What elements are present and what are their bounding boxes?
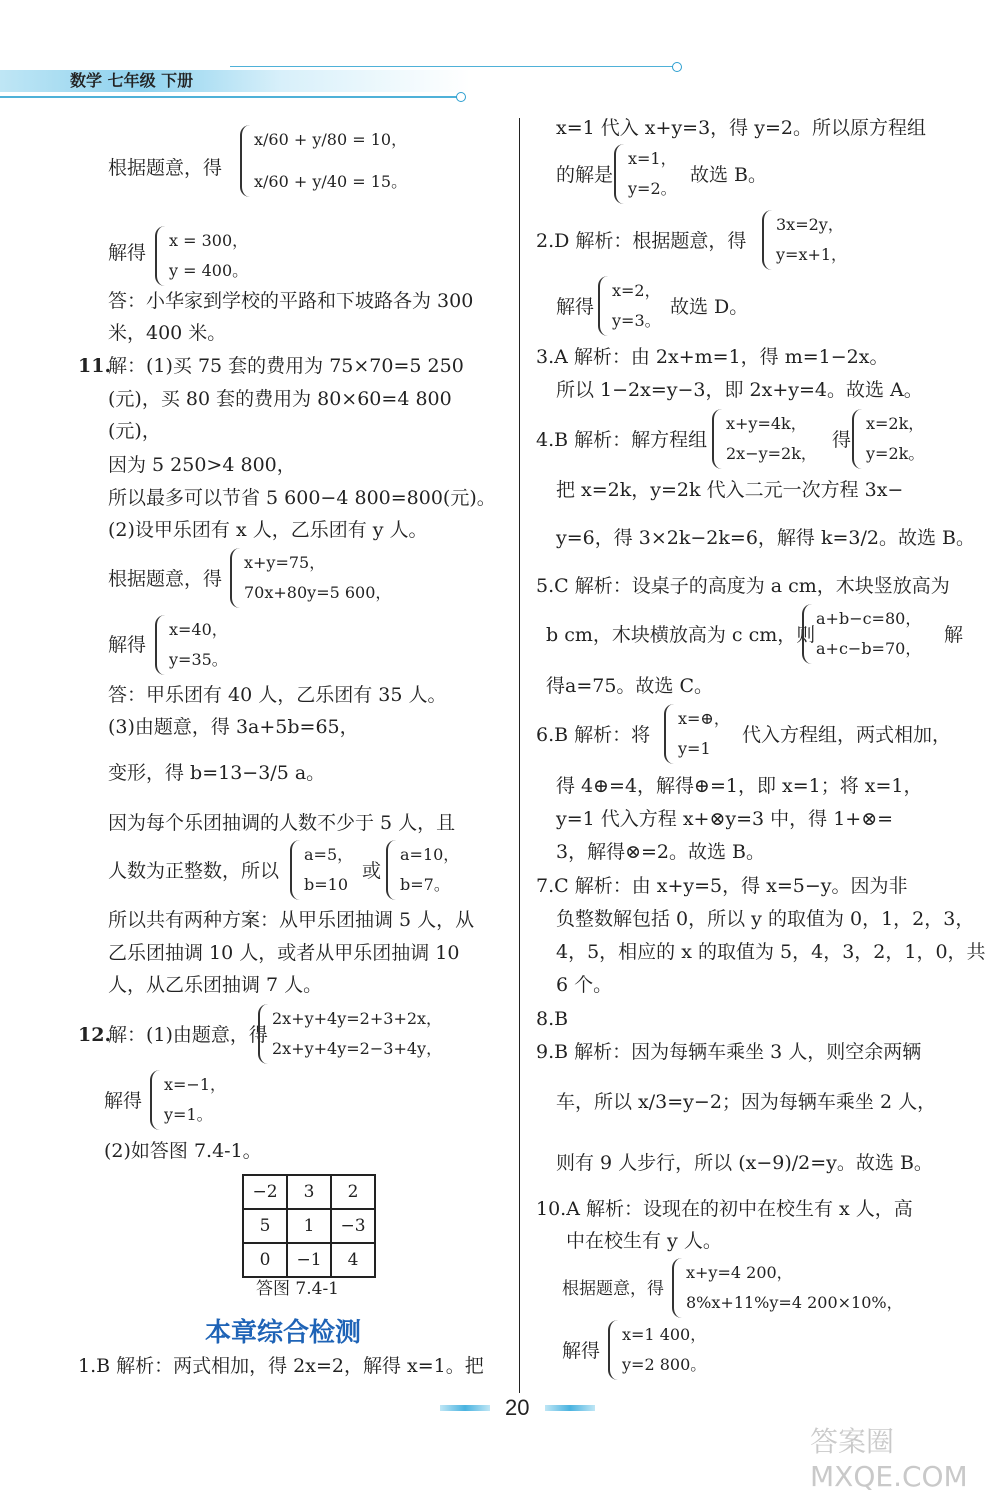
text-line: (3)由题意，得 3a+5b=65， bbox=[108, 716, 359, 738]
table-cell: 0 bbox=[243, 1243, 287, 1277]
equation: x/60 + y/80 = 10， bbox=[254, 130, 408, 149]
equation: x=2， bbox=[612, 281, 661, 300]
page-number-decoration bbox=[545, 1405, 595, 1411]
text-line: 故选 D。 bbox=[670, 296, 749, 318]
equation: a=5， bbox=[304, 845, 354, 864]
table-cell: −3 bbox=[331, 1209, 375, 1243]
text-line: 8.B bbox=[536, 1008, 569, 1030]
text-line: 5.C 解析：设桌子的高度为 a cm，木块竖放高为 bbox=[536, 575, 950, 597]
text-line: 根据题意，得 bbox=[562, 1279, 664, 1299]
text-line: 故选 B。 bbox=[690, 164, 768, 186]
text-line: 车，所以 x/3=y−2；因为每辆车乘坐 2 人， bbox=[556, 1091, 937, 1113]
header-dot-icon bbox=[456, 92, 466, 102]
text-line: 9.B 解析：因为每辆车乘坐 3 人，则空余两辆 bbox=[536, 1041, 922, 1063]
text-line: 或 bbox=[362, 860, 382, 882]
text-line: 2.D 解析：根据题意，得 bbox=[536, 230, 747, 252]
equation-system bbox=[712, 409, 817, 469]
equation: y=2。 bbox=[628, 179, 677, 198]
text-line: 解得 bbox=[108, 242, 147, 264]
text-line: 则有 9 人步行，所以 (x−9)/2=y。故选 B。 bbox=[556, 1152, 933, 1174]
text-line: 4.B 解析：解方程组 bbox=[536, 429, 708, 451]
equation: b=10 bbox=[304, 875, 349, 894]
equation: x = 300， bbox=[169, 231, 249, 250]
text-line: 解 bbox=[944, 624, 964, 646]
table-cell: 5 bbox=[243, 1209, 287, 1243]
equation: 8%x+11%y=4 200×10%， bbox=[686, 1293, 903, 1312]
text-line: 因为每个乐团抽调的人数不少于 5 人，且 bbox=[108, 812, 456, 834]
table-row bbox=[243, 1243, 375, 1277]
equation: x+y=4k， bbox=[726, 414, 807, 433]
header-title: 数学 七年级 下册 bbox=[70, 71, 194, 90]
table-cell: −1 bbox=[287, 1243, 331, 1277]
equation: 70x+80y=5 600， bbox=[244, 583, 392, 602]
text-line: 答：甲乐团有 40 人，乙乐团有 35 人。 bbox=[108, 684, 447, 706]
text-line: 7.C 解析：由 x+y=5，得 x=5−y。因为非 bbox=[536, 875, 908, 897]
text-line: 1.B 解析：两式相加，得 2x=2，解得 x=1。把 bbox=[78, 1355, 484, 1377]
text-line: 变形，得 b=13−3/5 a。 bbox=[108, 762, 326, 784]
equation-system bbox=[672, 1258, 903, 1318]
equation: y=1 bbox=[678, 739, 711, 758]
section-title: 本章综合检测 bbox=[205, 1318, 362, 1348]
text-line: b cm，木块横放高为 c cm，则 bbox=[546, 624, 816, 646]
text-line: 米，400 米。 bbox=[108, 322, 227, 344]
text-line: 中在校生有 y 人。 bbox=[566, 1230, 722, 1252]
equation: y=3。 bbox=[612, 311, 661, 330]
text-line: 解得 bbox=[556, 296, 595, 318]
text-line: 得a=75。故选 C。 bbox=[546, 675, 714, 697]
header-dot-icon bbox=[672, 62, 682, 72]
equation-system bbox=[155, 226, 248, 286]
table-cell: 4 bbox=[331, 1243, 375, 1277]
table-row bbox=[243, 1175, 375, 1209]
column-divider bbox=[519, 118, 520, 1393]
equation: 2x−y=2k， bbox=[726, 444, 817, 463]
text-line: (元)， bbox=[108, 420, 161, 442]
text-line: x=1 代入 x+y=3，得 y=2。所以原方程组 bbox=[556, 117, 926, 139]
question-number: 11. bbox=[78, 355, 112, 377]
page-number-decoration bbox=[440, 1405, 490, 1411]
text-line: 3.A 解析：由 2x+m=1，得 m=1−2x。 bbox=[536, 346, 889, 368]
equation-system bbox=[664, 704, 730, 764]
header-rule-bottom bbox=[0, 96, 460, 98]
text-line: 得 4⊕=4，解得⊕=1，即 x=1；将 x=1， bbox=[556, 775, 923, 797]
equation: y = 400。 bbox=[169, 261, 249, 280]
equation: x=40， bbox=[169, 620, 228, 639]
table-cell: −2 bbox=[243, 1175, 287, 1209]
text-line: (2)设甲乐团有 x 人，乙乐团有 y 人。 bbox=[108, 519, 428, 541]
equation: 3x=2y， bbox=[776, 215, 844, 234]
equation: a=10， bbox=[400, 845, 460, 864]
equation: x=1， bbox=[628, 149, 677, 168]
equation: x=1 400， bbox=[622, 1325, 707, 1344]
text-line: 因为 5 250>4 800， bbox=[108, 454, 296, 476]
equation-system bbox=[155, 615, 228, 675]
watermark: 答案圈 MXQE.COM bbox=[810, 1425, 968, 1493]
header-rule-top bbox=[230, 66, 675, 67]
text-line: 所以 1−2x=y−3，即 2x+y=4。故选 A。 bbox=[556, 379, 923, 401]
text-line: 的解是 bbox=[556, 164, 614, 186]
equation-system bbox=[290, 840, 353, 900]
text-line: (元)，买 80 套的费用为 80×60=4 800 bbox=[108, 388, 452, 410]
equation-system bbox=[150, 1070, 226, 1130]
text-line: 把 x=2k，y=2k 代入二元一次方程 3x− bbox=[556, 479, 904, 501]
text-line: 答：小华家到学校的平路和下坡路各为 300 bbox=[108, 290, 474, 312]
equation: x+y=75， bbox=[244, 553, 326, 572]
equation-system bbox=[386, 840, 459, 900]
equation: x+y=4 200， bbox=[686, 1263, 793, 1282]
text-line: (2)如答图 7.4-1。 bbox=[104, 1140, 262, 1162]
equation: 2x+y+4y=2+3+2x， bbox=[272, 1009, 443, 1028]
equation: a+b−c=80， bbox=[816, 609, 922, 628]
equation-system bbox=[614, 144, 677, 204]
text-line: 解得 bbox=[104, 1090, 143, 1112]
equation: y=2 800。 bbox=[622, 1355, 707, 1374]
equation: a+c−b=70， bbox=[816, 639, 922, 658]
magic-square-table bbox=[242, 1174, 376, 1278]
text-line: 代入方程组，两式相加， bbox=[742, 724, 952, 746]
text-line: 10.A 解析：设现在的初中在校生有 x 人，高 bbox=[536, 1198, 913, 1220]
equation: x/60 + y/40 = 15。 bbox=[254, 172, 408, 191]
table-row bbox=[243, 1209, 375, 1243]
text-line: y=1 代入方程 x+⊗y=3 中，得 1+⊗= bbox=[556, 808, 894, 830]
page-number: 20 bbox=[505, 1395, 530, 1420]
equation-system bbox=[802, 604, 921, 664]
text-line: 所以最多可以节省 5 600−4 800=800(元)。 bbox=[108, 487, 496, 509]
equation-system bbox=[258, 1004, 442, 1064]
equation-system bbox=[608, 1320, 706, 1380]
text-line: 人，从乙乐团抽调 7 人。 bbox=[108, 974, 323, 996]
text-line: 解：(1)由题意，得 bbox=[108, 1024, 268, 1046]
text-line: 负整数解包括 0，所以 y 的取值为 0，1，2，3， bbox=[556, 908, 975, 930]
text-line: 根据题意，得 bbox=[108, 157, 223, 179]
equation: x=2k， bbox=[866, 414, 925, 433]
equation-system bbox=[230, 548, 391, 608]
text-line: 乙乐团抽调 10 人，或者从甲乐团抽调 10 bbox=[108, 942, 460, 964]
equation: y=35。 bbox=[169, 650, 228, 669]
question-number: 12. bbox=[78, 1024, 112, 1046]
text-line: 根据题意，得 bbox=[108, 568, 223, 590]
equation: b=7。 bbox=[400, 875, 450, 894]
equation-system bbox=[598, 276, 661, 336]
equation-system bbox=[240, 125, 407, 197]
text-line: y=6，得 3×2k−2k=6，解得 k=3/2。故选 B。 bbox=[556, 527, 975, 549]
equation-system bbox=[762, 210, 847, 270]
text-line: 解：(1)买 75 套的费用为 75×70=5 250 bbox=[108, 355, 464, 377]
text-line: 解得 bbox=[108, 634, 147, 656]
text-line: 人数为正整数，所以 bbox=[108, 860, 280, 882]
text-line: 所以共有两种方案：从甲乐团抽调 5 人，从 bbox=[108, 909, 475, 931]
equation: y=x+1， bbox=[776, 245, 848, 264]
figure-caption: 答图 7.4-1 bbox=[256, 1279, 339, 1299]
equation: y=1。 bbox=[164, 1105, 213, 1124]
text-line: 得 bbox=[832, 429, 852, 451]
table-cell: 3 bbox=[287, 1175, 331, 1209]
equation: y=2k。 bbox=[866, 444, 925, 463]
text-line: 6 个。 bbox=[556, 974, 613, 996]
equation-system bbox=[852, 409, 924, 469]
table-cell: 2 bbox=[331, 1175, 375, 1209]
equation: x=⊕， bbox=[678, 709, 730, 728]
text-line: 3，解得⊗=2。故选 B。 bbox=[556, 841, 766, 863]
text-line: 解得 bbox=[562, 1340, 601, 1362]
text-line: 6.B 解析：将 bbox=[536, 724, 651, 746]
text-line: 4，5，相应的 x 的取值为 5，4，3，2，1，0，共 bbox=[556, 941, 986, 963]
table-cell: 1 bbox=[287, 1209, 331, 1243]
equation: x=−1， bbox=[164, 1075, 227, 1094]
equation: 2x+y+4y=2−3+4y， bbox=[272, 1039, 443, 1058]
